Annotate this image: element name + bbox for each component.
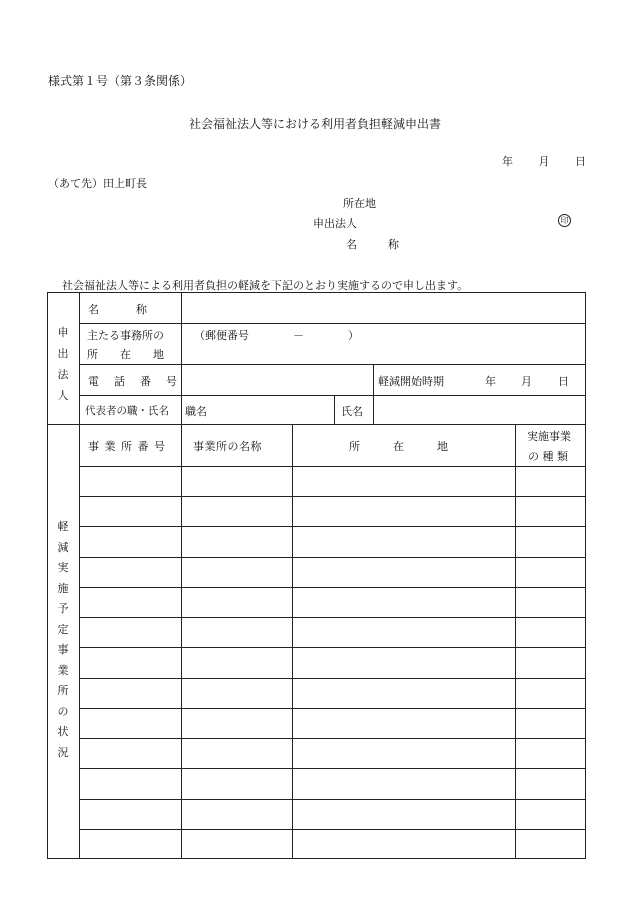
header-office-name: 事業所の名称 [193,440,262,453]
date-day-label: 日 [575,155,586,168]
facility-side-char: 施 [57,581,69,595]
rep-title-label: 職名 [185,405,207,418]
facility-side-char: 実 [57,561,69,574]
start-period-label: 軽減開始時期 [378,375,444,388]
start-day-label: 日 [558,375,569,388]
applicant-name-label: 名 称 [346,238,409,251]
addressee: （あて先）田上町長 [48,177,147,190]
header-office-number: 事 業 所 番 号 [88,440,166,453]
document-title: 社会福祉法人等における利用者負担軽減申出書 [188,117,441,131]
rep-name-label: 氏名 [341,405,363,418]
form-number: 様式第１号（第３条関係） [48,74,193,88]
start-year-label: 年 [485,375,496,388]
corp-side-char: 法 [57,368,69,381]
start-month-label: 月 [521,375,532,388]
corp-side-char: 出 [57,347,69,360]
office-label-line2: 所 在 地 [87,348,164,361]
applicant-corp-label: 申出法人 [313,217,357,230]
date-year-label: 年 [502,155,513,168]
corp-name-label: 名 称 [88,303,148,316]
facility-side-char: 軽 [57,520,69,533]
corp-side-label [56,322,70,406]
facility-side-char: 状 [57,725,69,738]
seal-mark: 印 [558,214,571,227]
postal-code-label: （郵便番号 － ） [194,329,359,342]
header-location: 所 在 地 [349,440,448,453]
facility-side-label [56,517,70,763]
rep-label: 代表者の職・氏名 [85,405,169,417]
applicant-location-label: 所在地 [343,197,376,210]
date-month-label: 月 [538,155,550,168]
corp-side-char: 人 [57,389,69,402]
facility-side-char: 所 [57,684,69,697]
office-label-line1: 主たる事務所の [87,329,164,342]
facility-side-char: 予 [57,602,69,615]
header-service-type-line2: の 種 類 [528,450,568,463]
phone-label: 電 話 番 号 [88,375,179,388]
facility-side-char: 減 [57,540,69,554]
facility-side-char: 事 [57,643,69,656]
facility-side-char: 況 [57,745,69,759]
header-service-type-line1: 実施事業 [527,430,571,443]
facility-side-char: 定 [57,622,69,636]
corp-side-char: 申 [57,326,69,339]
statement-text: 社会福祉法人等による利用者負担の軽減を下記のとおり実施するので申し出ます。 [62,279,469,292]
facility-side-char: 業 [57,663,69,677]
facility-side-char: の [57,704,69,718]
